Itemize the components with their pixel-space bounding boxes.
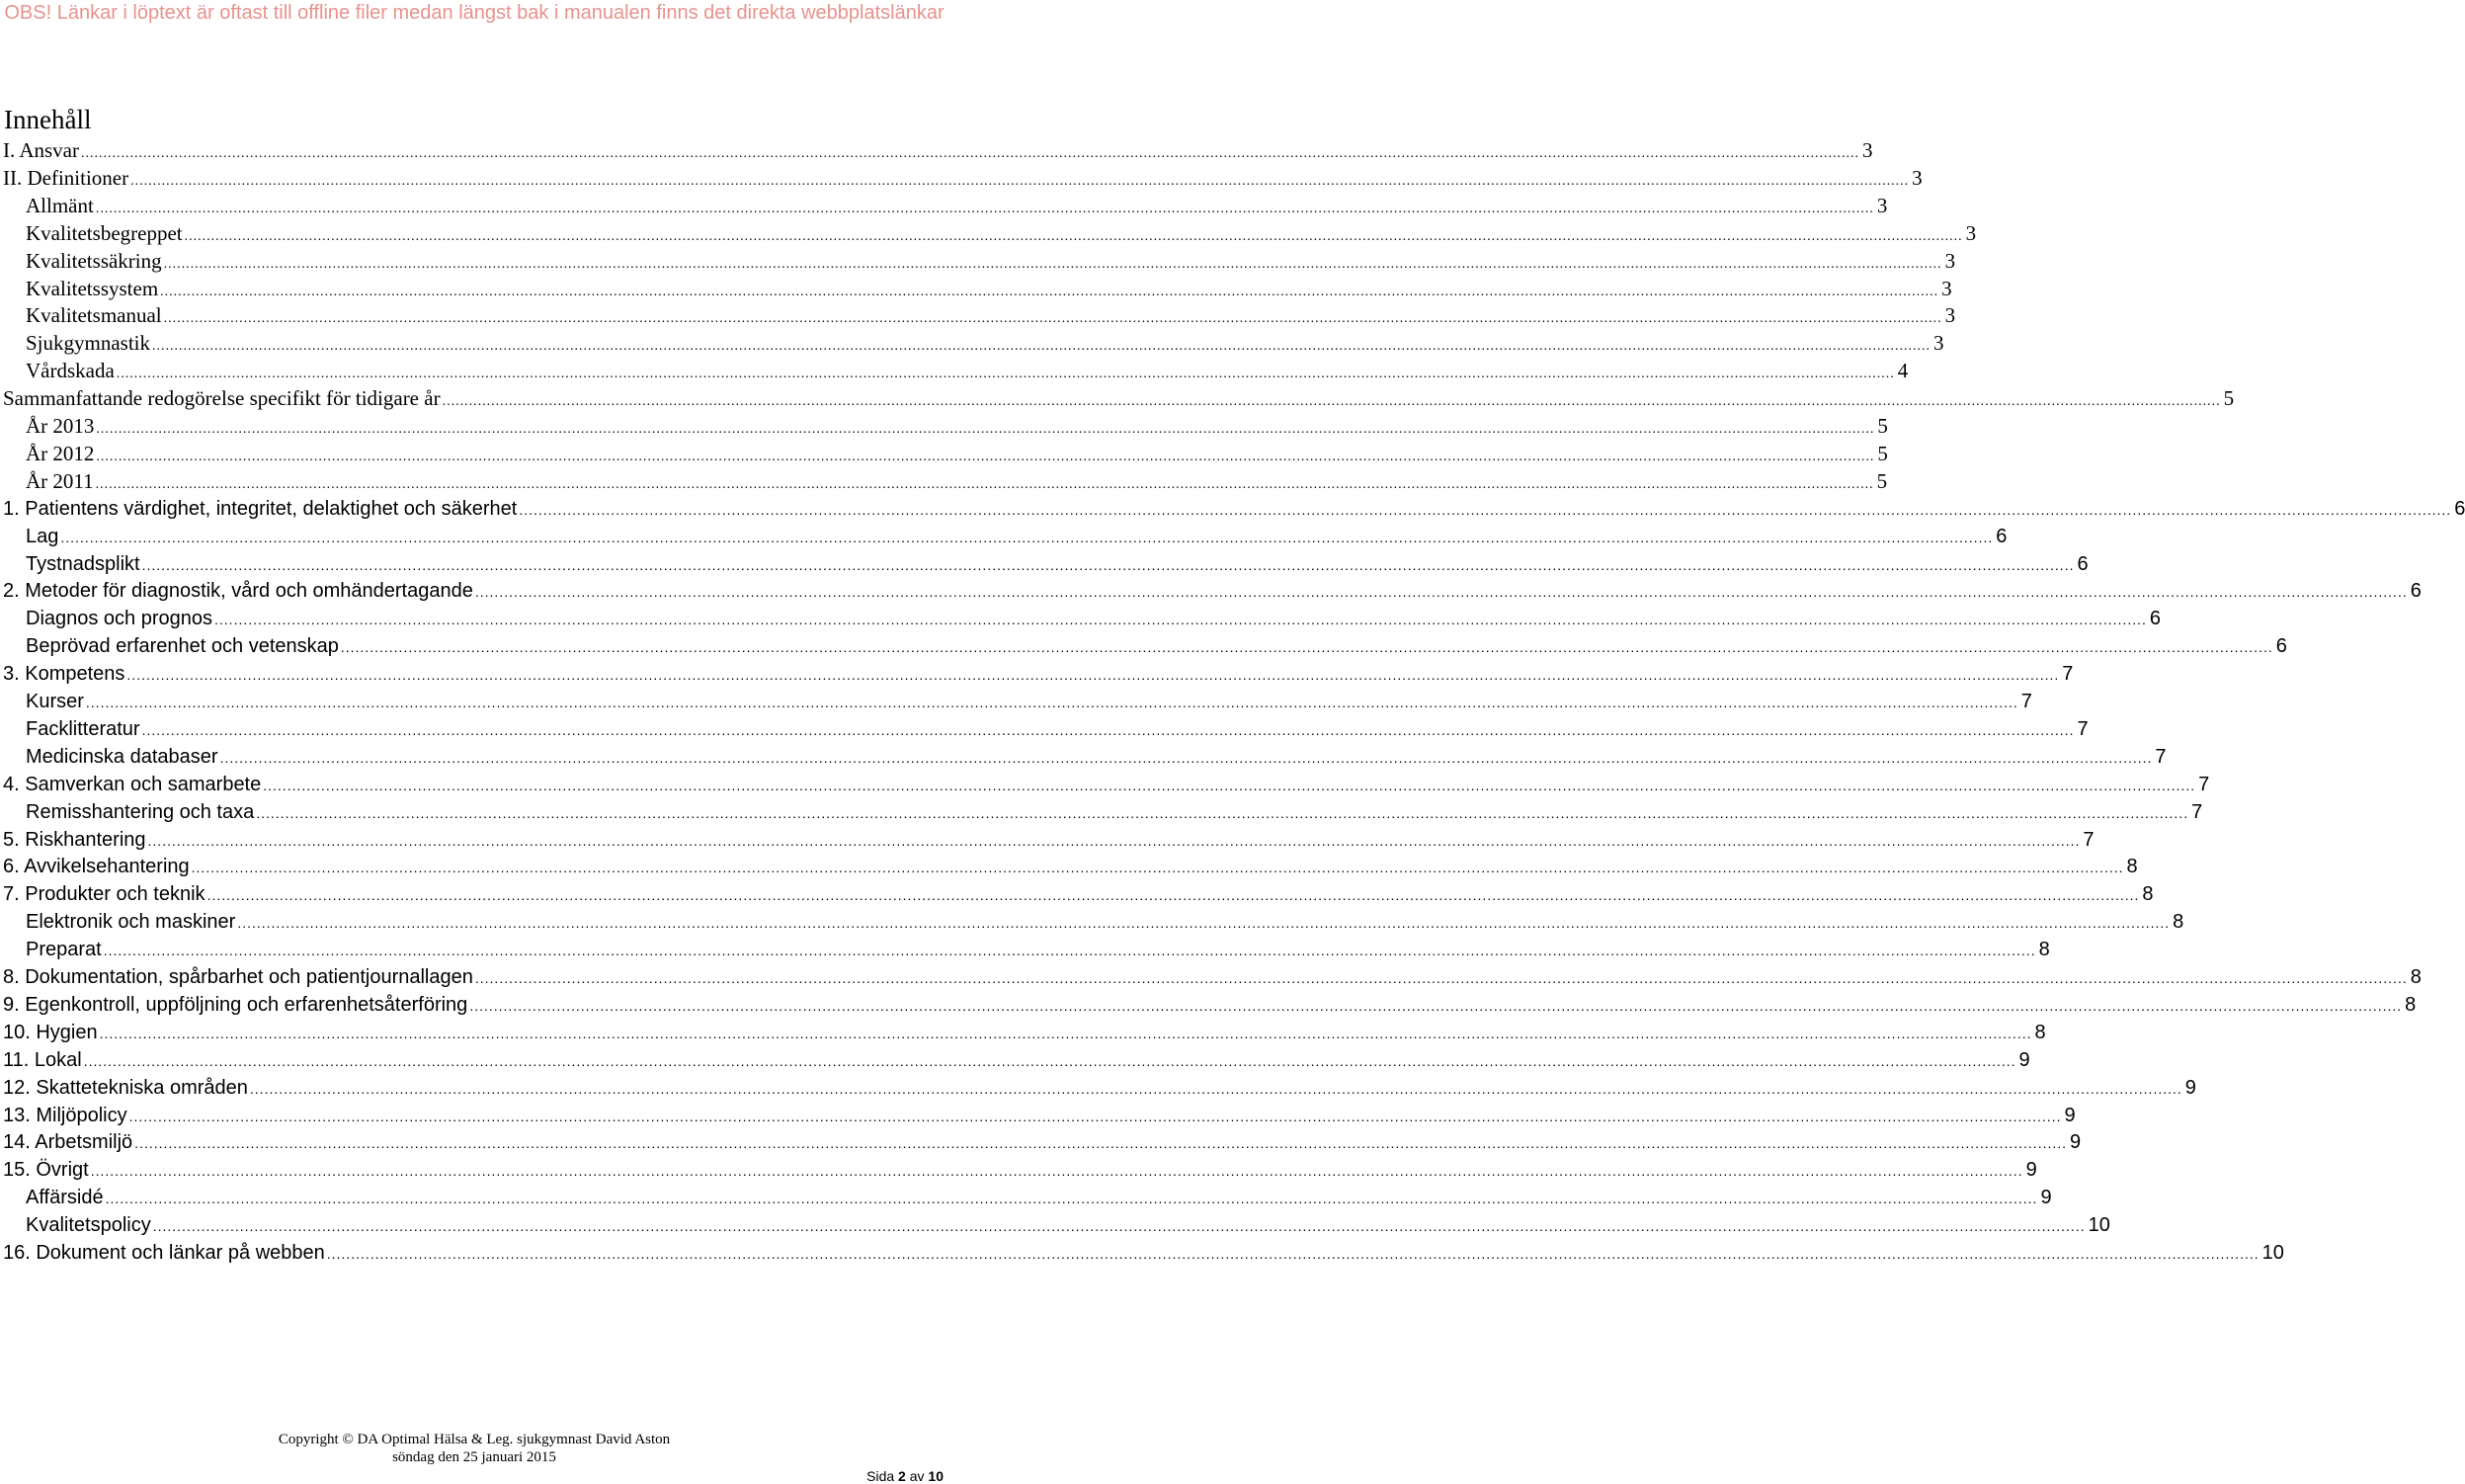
toc-entry-label: Facklitteratur (26, 717, 140, 740)
toc-entry-page: 7 (2020, 691, 2032, 712)
toc-entry[interactable] (0, 440, 1888, 467)
toc-dot-leader: ................................................................................................................................................................................................................................................................................................................................................................................................................ (474, 970, 2408, 986)
toc-dot-leader: ................................................................................................................................................................................................................................................................................................................................................................................................................ (214, 612, 2147, 628)
toc-entry[interactable] (0, 577, 2422, 605)
toc-entry-page: 9 (2025, 1159, 2037, 1182)
toc-entry-page: 3 (1944, 248, 1956, 273)
toc-dot-leader: ................................................................................................................................................................................................................................................................................................................................................................................................................ (95, 476, 1874, 492)
toc-entry[interactable] (0, 219, 1977, 247)
toc-dot-leader: ................................................................................................................................................................................................................................................................................................................................................................................................................ (191, 860, 2124, 876)
toc-entry-page: 4 (1897, 359, 1909, 383)
toc-entry[interactable] (0, 1046, 2030, 1074)
toc-entry-label: 16. Dokument och länkar på webben (3, 1242, 325, 1264)
toc-entry[interactable] (0, 826, 2095, 854)
toc-entry-label: Elektronik och maskiner (26, 911, 236, 934)
toc-entry-page: 3 (1941, 276, 1952, 300)
toc-entry-label: Tystnadsplikt (26, 552, 140, 575)
toc-entry-label: 1. Patientens värdighet, integritet, delaktighet och säkerhet (3, 497, 518, 520)
toc-dot-leader: ................................................................................................................................................................................................................................................................................................................................................................................................................ (116, 367, 1895, 382)
toc-dot-leader: ................................................................................................................................................................................................................................................................................................................................................................................................................ (340, 639, 2273, 656)
toc-entry[interactable] (0, 798, 2203, 826)
toc-entry-label: 3. Kompetens (3, 663, 125, 686)
toc-entry[interactable] (0, 688, 2032, 715)
toc-dot-leader: ................................................................................................................................................................................................................................................................................................................................................................................................................ (326, 1246, 2260, 1262)
toc-entry-label: Kvalitetsmanual (26, 303, 162, 328)
page-total: 10 (928, 1468, 944, 1484)
page-separator: av (909, 1468, 925, 1484)
toc-entry[interactable] (0, 384, 2235, 412)
toc-dot-leader: ................................................................................................................................................................................................................................................................................................................................................................................................................ (519, 501, 2452, 518)
toc-entry-page: 10 (2261, 1242, 2284, 1264)
toc-entry-page: 9 (2184, 1076, 2196, 1099)
toc-dot-leader: ................................................................................................................................................................................................................................................................................................................................................................................................................ (96, 422, 1875, 437)
page-current: 2 (898, 1468, 906, 1484)
toc-entry-page: 6 (2275, 635, 2287, 658)
toc-dot-leader: ................................................................................................................................................................................................................................................................................................................................................................................................................ (83, 1052, 2016, 1069)
toc-dot-leader: ................................................................................................................................................................................................................................................................................................................................................................................................................ (163, 311, 1942, 327)
toc-entry[interactable] (0, 936, 2050, 963)
toc-entry[interactable] (0, 1156, 2037, 1184)
toc-entry-page: 10 (2088, 1214, 2110, 1237)
toc-dot-leader: ................................................................................................................................................................................................................................................................................................................................................................................................................ (81, 146, 1859, 161)
toc-entry[interactable] (0, 1128, 2082, 1156)
toc-entry[interactable] (0, 963, 2422, 991)
toc-entry-label: Sammanfattande redogörelse specifikt för tidigare år (3, 386, 441, 411)
toc-entry-page: 3 (1912, 165, 1923, 190)
toc-dot-leader: ................................................................................................................................................................................................................................................................................................................................................................................................................ (152, 339, 1931, 355)
toc-entry-label: II. Definitioner (3, 165, 129, 190)
toc-dot-leader: ................................................................................................................................................................................................................................................................................................................................................................................................................ (126, 667, 2060, 684)
toc-entry-page: 5 (1877, 414, 1888, 438)
toc-entry-page: 9 (2018, 1048, 2030, 1071)
toc-entry[interactable] (0, 247, 1956, 275)
toc-entry-label: Preparat (26, 939, 102, 961)
toc-entry-label: 8. Dokumentation, spårbarhet och patientjournallagen (3, 966, 473, 988)
toc-entry[interactable] (0, 632, 2287, 660)
toc-entry-label: År 2011 (26, 468, 94, 493)
toc-entry[interactable] (0, 1239, 2284, 1267)
toc-entry[interactable] (0, 412, 1888, 440)
toc-entry-page: 7 (2191, 800, 2203, 823)
toc-entry[interactable] (0, 301, 1956, 329)
toc-entry-page: 3 (1965, 220, 1977, 245)
toc-dot-leader: ................................................................................................................................................................................................................................................................................................................................................................................................................ (469, 997, 2403, 1014)
toc-dot-leader: ................................................................................................................................................................................................................................................................................................................................................................................................................ (60, 529, 1994, 545)
toc-dot-leader: ................................................................................................................................................................................................................................................................................................................................................................................................................ (163, 256, 1942, 272)
toc-entry[interactable] (0, 1184, 2052, 1211)
toc-entry-page: 3 (1862, 138, 1873, 162)
toc-entry-page: 8 (2173, 911, 2184, 934)
toc-dot-leader: ................................................................................................................................................................................................................................................................................................................................................................................................................ (134, 1135, 2068, 1152)
toc-entry[interactable] (0, 605, 2161, 632)
toc-dot-leader: ................................................................................................................................................................................................................................................................................................................................................................................................................ (141, 556, 2075, 573)
toc-entry-page: 3 (1876, 193, 1888, 217)
toc-entry-label: Allmänt (26, 193, 94, 217)
toc-dot-leader: ................................................................................................................................................................................................................................................................................................................................................................................................................ (105, 1191, 2038, 1207)
toc-dot-leader: ................................................................................................................................................................................................................................................................................................................................................................................................................ (103, 943, 2036, 959)
page-prefix: Sida (866, 1468, 895, 1484)
toc-entry-label: 4. Samverkan och samarbete (3, 773, 262, 795)
toc-entry-page: 8 (2038, 939, 2050, 961)
toc-entry-page: 9 (2070, 1131, 2082, 1154)
toc-entry-page: 7 (2198, 773, 2210, 795)
toc-entry[interactable] (0, 908, 2184, 936)
toc-dot-leader: ................................................................................................................................................................................................................................................................................................................................................................................................................ (128, 1108, 2062, 1124)
toc-dot-leader: ................................................................................................................................................................................................................................................................................................................................................................................................................ (95, 201, 1874, 216)
footer-copyright: Copyright © DA Optimal Hälsa & Leg. sjukgymnast David Aston (278, 1432, 671, 1447)
toc-entry-page: 6 (2077, 552, 2089, 575)
toc-entry[interactable] (0, 660, 2074, 688)
toc-entry-label: 5. Riskhantering (3, 828, 146, 851)
toc-entry[interactable] (0, 1019, 2046, 1046)
toc-entry-label: 13. Miljöpolicy (3, 1104, 127, 1126)
toc-entry-page: 6 (2454, 497, 2465, 520)
offline-links-notice: OBS! Länkar i löptext är oftast till offline filer medan längst bak i manualen finns det direkta webbplatslänkar (4, 2, 945, 24)
toc-entry-label: Affärsidé (26, 1187, 104, 1209)
toc-entry[interactable] (0, 991, 2417, 1019)
toc-entry-page: 9 (2064, 1104, 2076, 1126)
toc-entry-page: 3 (1944, 303, 1956, 328)
toc-entry[interactable] (0, 1074, 2196, 1102)
toc-dot-leader: ................................................................................................................................................................................................................................................................................................................................................................................................................ (130, 173, 1910, 189)
page-number (866, 1468, 944, 1484)
toc-entry-label: Beprövad erfarenhet och vetenskap (26, 635, 339, 658)
toc-entry-label: Remisshantering och taxa (26, 800, 255, 823)
toc-entry-label: 9. Egenkontroll, uppföljning och erfarenhetsåterföring (3, 993, 468, 1016)
toc-entry-page: 8 (2034, 1021, 2046, 1043)
toc-entry-label: 14. Arbetsmiljö (3, 1131, 133, 1154)
toc-entry-label: I. Ansvar (3, 138, 79, 162)
toc-entry[interactable] (0, 164, 1923, 192)
toc-dot-leader: ................................................................................................................................................................................................................................................................................................................................................................................................................ (256, 804, 2189, 821)
toc-dot-leader: ................................................................................................................................................................................................................................................................................................................................................................................................................ (90, 1163, 2023, 1180)
toc-dot-leader: ................................................................................................................................................................................................................................................................................................................................................................................................................ (96, 449, 1875, 464)
toc-entry-page: 6 (2410, 580, 2422, 603)
toc-entry[interactable] (0, 1211, 2110, 1239)
toc-entry-label: Kvalitetsbegreppet (26, 220, 183, 245)
toc-entry-page: 5 (1876, 468, 1888, 493)
toc-entry-label: Kurser (26, 691, 84, 712)
toc-heading: Innehåll (4, 105, 92, 134)
toc-dot-leader: ................................................................................................................................................................................................................................................................................................................................................................................................................ (219, 749, 2153, 766)
toc-entry[interactable] (0, 771, 2210, 798)
toc-entry-label: Lag (26, 525, 59, 547)
toc-entry-page: 6 (1996, 525, 2008, 547)
toc-entry-label: Kvalitetssystem (26, 276, 159, 300)
toc-dot-leader: ................................................................................................................................................................................................................................................................................................................................................................................................................ (442, 394, 2221, 410)
toc-entry-label: 7. Produkter och teknik (3, 883, 205, 906)
toc-entry-label: År 2012 (26, 441, 95, 465)
toc-entry-page: 7 (2062, 663, 2074, 686)
toc-entry-page: 8 (2142, 883, 2154, 906)
toc-entry[interactable] (0, 275, 1952, 302)
toc-entry[interactable] (0, 550, 2089, 578)
toc-dot-leader: ................................................................................................................................................................................................................................................................................................................................................................................................................ (206, 887, 2140, 904)
toc-entry[interactable] (0, 192, 1888, 219)
toc-entry[interactable] (0, 715, 2089, 743)
toc-dot-leader: ................................................................................................................................................................................................................................................................................................................................................................................................................ (160, 284, 1939, 299)
toc-entry-page: 5 (2223, 386, 2235, 411)
toc-entry-label: 6. Avvikelsehantering (3, 856, 190, 878)
toc-entry[interactable] (0, 1102, 2076, 1129)
toc-dot-leader: ................................................................................................................................................................................................................................................................................................................................................................................................................ (141, 721, 2075, 738)
toc-entry-label: 12. Skattetekniska områden (3, 1076, 248, 1099)
toc-entry[interactable] (0, 467, 1888, 495)
toc-dot-leader: ................................................................................................................................................................................................................................................................................................................................................................................................................ (152, 1218, 2086, 1235)
toc-entry-page: 5 (1877, 441, 1888, 465)
toc-entry-label: 11. Lokal (3, 1048, 82, 1071)
toc-dot-leader: ................................................................................................................................................................................................................................................................................................................................................................................................................ (474, 584, 2408, 601)
toc-entry[interactable] (0, 329, 1944, 357)
toc-entry-label: 2. Metoder för diagnostik, vård och omhändertagande (3, 580, 473, 603)
footer-date: söndag den 25 januari 2015 (392, 1449, 556, 1465)
toc-entry-page: 7 (2083, 828, 2095, 851)
toc-entry-label: Kvalitetssäkring (26, 248, 162, 273)
toc-entry-page: 7 (2155, 745, 2167, 768)
toc-entry-page: 3 (1933, 331, 1944, 356)
toc-dot-leader: ................................................................................................................................................................................................................................................................................................................................................................................................................ (263, 777, 2196, 793)
toc-entry[interactable] (0, 523, 2008, 550)
toc-entry-page: 8 (2126, 856, 2138, 878)
toc-entry-label: Sjukgymnastik (26, 331, 151, 356)
toc-entry-label: Kvalitetspolicy (26, 1214, 151, 1237)
toc-entry[interactable] (0, 853, 2138, 880)
toc-entry-page: 9 (2040, 1187, 2052, 1209)
toc-entry-label: 15. Övrigt (3, 1159, 89, 1182)
toc-entry-label: Medicinska databaser (26, 745, 218, 768)
toc-entry[interactable] (0, 136, 1873, 164)
toc-entry-label: Diagnos och prognos (26, 608, 213, 630)
toc-entry-page: 8 (2405, 993, 2417, 1016)
toc-dot-leader: ................................................................................................................................................................................................................................................................................................................................................................................................................ (237, 915, 2171, 932)
toc-entry[interactable] (0, 495, 2465, 523)
toc-dot-leader: ................................................................................................................................................................................................................................................................................................................................................................................................................ (249, 1080, 2182, 1097)
toc-entry-page: 7 (2077, 717, 2089, 740)
toc-entry-label: År 2013 (26, 414, 95, 438)
toc-dot-leader: ................................................................................................................................................................................................................................................................................................................................................................................................................ (99, 1025, 2032, 1041)
toc-dot-leader: ................................................................................................................................................................................................................................................................................................................................................................................................................ (85, 695, 2018, 710)
toc-entry-label: 10. Hygien (3, 1021, 98, 1043)
toc-entry[interactable] (0, 357, 1909, 384)
toc-entry[interactable] (0, 880, 2154, 908)
toc-entry-page: 6 (2149, 608, 2161, 630)
toc-dot-leader: ................................................................................................................................................................................................................................................................................................................................................................................................................ (147, 832, 2081, 849)
toc-entry-page: 8 (2410, 966, 2422, 988)
toc-entry[interactable] (0, 743, 2167, 771)
toc-dot-leader: ................................................................................................................................................................................................................................................................................................................................................................................................................ (184, 228, 1963, 244)
toc-entry-label: Vårdskada (26, 359, 115, 383)
